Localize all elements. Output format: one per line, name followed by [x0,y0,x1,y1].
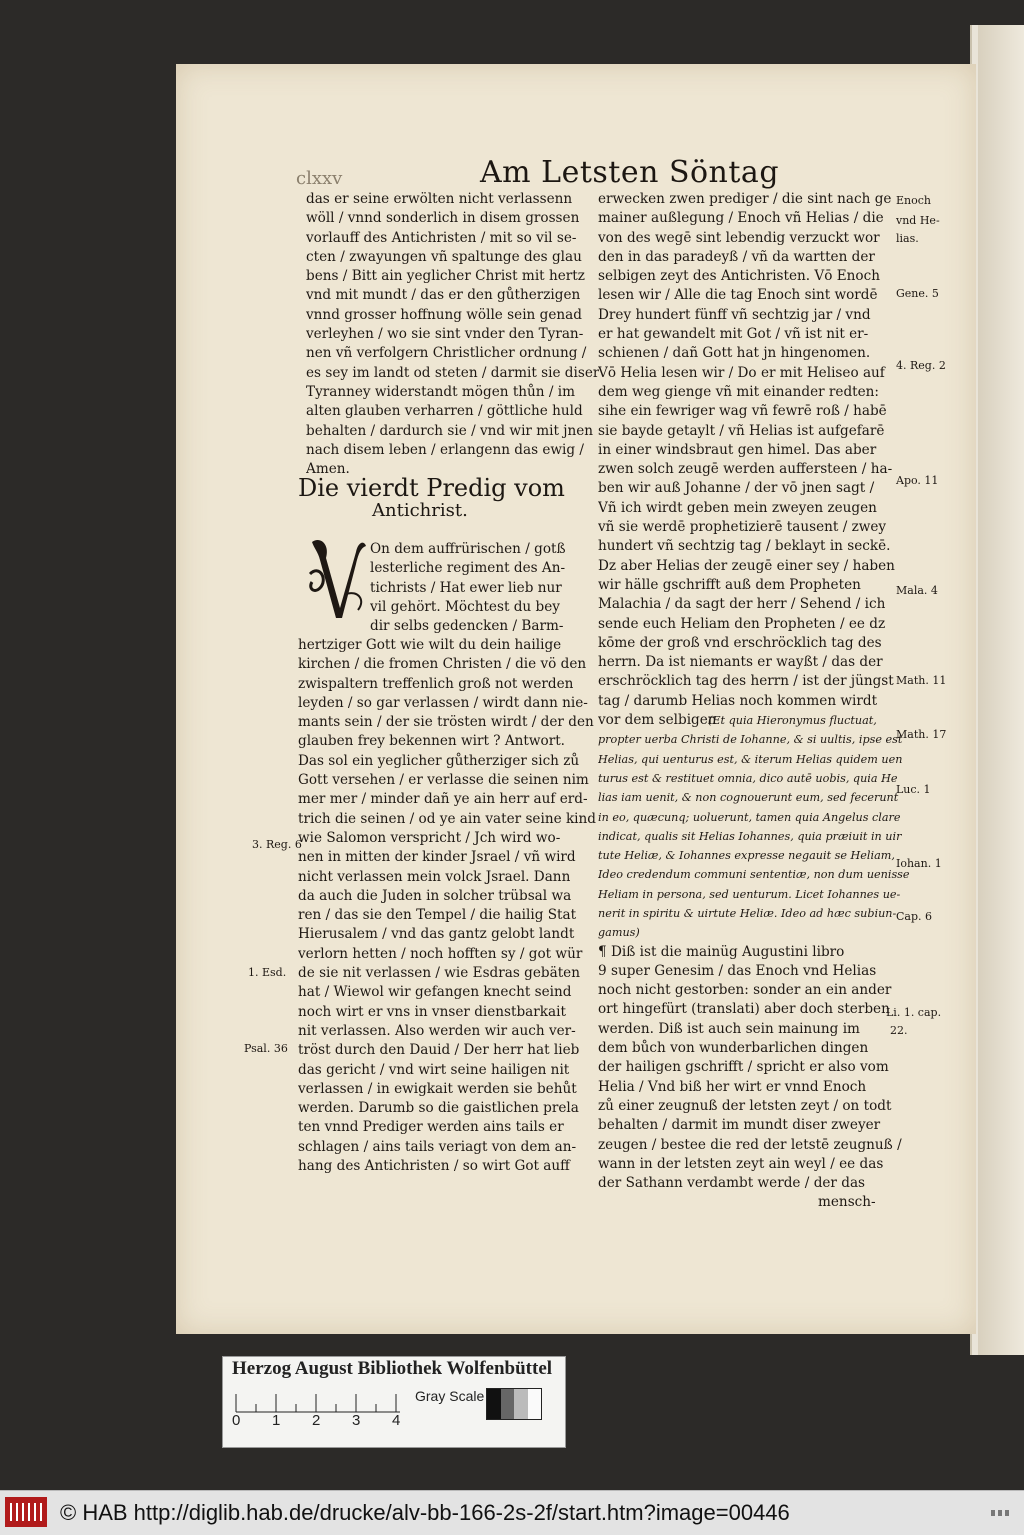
text-line: zů einer zeugnuß der letsten zeyt / on todt [598,1097,892,1114]
text-line: wir hälle gschrifft auß dem Propheten [598,576,861,593]
text-line: glauben frey bekennen wirt ? Antwort. [298,733,565,750]
margin-note: Enoch [896,194,931,207]
text-line: werden. Diß ist auch sein mainung im [598,1020,860,1037]
margin-note: Luc. 1 [896,783,931,796]
hab-logo-icon [5,1497,47,1527]
text-line: ren / das sie den Tempel / die hailig Stat [298,907,577,924]
source-url-link[interactable]: © HAB http://diglib.hab.de/drucke/alv-bb-166-2s-2f/start.htm?image=00446 [60,1500,790,1525]
text-line: nit verlassen. Also werden wir auch ver- [298,1022,576,1039]
text-line: hang des Antichristen / so wirt Got auff [298,1158,570,1175]
text-line: bens / Bitt ain yeglicher Christ mit hertz [306,268,585,285]
text-line: mer mer / minder dañ ye ain herr auf erd- [298,791,588,808]
text-line: nen in mitten der kinder Jsrael / vñ wird [298,849,576,866]
text-line: Gott versehen / er verlasse die seinen nim [298,772,589,789]
text-line: verleyhen / wo sie sint vnder den Tyran- [306,326,584,343]
text-line: hundert vñ sechtzig tag / beklayt in seckē. [598,538,891,555]
left-column-top [306,190,599,479]
latin-line: nerit in spiritu & uirtute Heliæ. Ideo ad hæc subiun- [598,906,897,920]
latin-line: gamus) [598,926,640,940]
text-line: mensch- [818,1194,876,1211]
latin-line: tute Heliæ, & Iohannes expresse negauit se Heliam, [598,849,895,863]
text-line: vil gehört. Möchtest du bey [370,598,560,615]
ruler-number: 4 [392,1412,401,1429]
text-line: erschröcklich tag des herrn / ist der jüngst [598,673,894,690]
gray-scale-swatches [486,1388,542,1420]
text-line: cten / zwayungen vñ spaltunge des glau [306,248,582,265]
text-line: Helia / Vnd biß her wirt er vnnd Enoch [598,1078,867,1095]
text-line: sie bayde getaylt / vñ Helias ist aufgefarē [598,422,885,439]
text-line: ten vnnd Prediger werden ains tails er [298,1119,564,1136]
decorated-initial-v [306,534,368,622]
margin-note-left: Psal. 36 [244,1042,288,1055]
text-line: ort hingefürt (translati) aber doch sterben [598,1001,890,1018]
latin-line: (Et quia Hieronymus fluctuat, [708,714,877,727]
text-line: mainer außlegung / Enoch vñ Helias / die [598,210,884,227]
text-line: das er seine erwölten nicht verlassenn [306,191,573,207]
text-line: ben wir auß Johanne / der vō jnen sagt / [598,480,875,497]
text-line: schienen / dañ Gott hat jn hingenomen. [598,345,871,362]
ruler-number: 0 [232,1412,241,1429]
text-line: behalten / darmit im mundt diser zweyer [598,1117,881,1134]
latin-line: Ideo credendum communi sententiæ, non dum uenisse [598,868,910,882]
text-line: der Sathann verdambt werde / der das [598,1175,866,1192]
text-line: Das sol ein yeglicher gůtherziger sich zů [298,752,580,769]
text-line: dem weg gienge vñ mit einander redten: [598,383,880,400]
text-line: lesen wir / Alle die tag Enoch sint wordē [598,287,878,304]
text-line: sende euch Heliam den Propheten / ee dz [598,615,886,632]
ruler-number: 3 [352,1412,361,1429]
text-line: 9 super Genesim / das Enoch vnd Helias [598,962,877,979]
text-line: de sie nit verlassen / wie Esdras gebäten [298,965,580,982]
text-line: in einer windsbraut gen himel. Das aber [598,441,877,458]
text-line: Tyranney widerstandt mögen thůn / im [306,383,576,400]
text-line: lesterliche regiment des An- [370,560,566,577]
margin-note: Cap. 6 [896,910,933,923]
latin-line: Helias, qui uenturus est, & iterum Helias quidem uen [598,752,903,766]
sermon-title-line2: Antichrist. [372,500,468,521]
text-line: Vñ ich wirdt geben mein zweyen zeugen [598,499,877,516]
margin-note: Apo. 11 [896,474,939,487]
text-line: noch wirt er vns in vnser dienstbarkait [298,1003,566,1020]
text-line: nen vñ verfolgern Christlicher ordnung / [306,345,587,362]
text-line: zwispaltern treffenlich groß not werden [298,675,574,692]
text-line: Amen. [306,461,350,478]
left-column-body [298,636,596,1176]
latin-line: indicat, qualis sit Helias Iohannes, quia præiuit in uir [598,829,902,843]
margin-note: Gene. 5 [896,287,939,300]
text-line: selbigen zeyt des Antichristen. Vō Enoch [598,268,880,285]
text-line: alten glauben verharren / göttliche huld [306,403,583,420]
text-line: nicht verlassen mein volck Jsrael. Dann [298,868,571,885]
text-line: werden. Darumb so die gaistlichen prela [298,1100,579,1117]
text-line: das gericht / vnd wirt seine hailigen nit [298,1061,570,1078]
text-line: Malachia / da sagt der herr / Sehend / ich [598,596,886,613]
text-line: herrn. Da ist niemants er wayßt / das der [598,654,883,671]
text-line: schlagen / ains tails veriagt von dem an- [298,1138,577,1155]
text-line: verlorn hetten / noch hofften sy / got wür [298,945,583,962]
ruler-scale [228,1384,408,1414]
text-line: Vō Helia lesen wir / Do er mit Heliseo auf [598,364,885,381]
margin-note: Mala. 4 [896,584,938,597]
text-line: sihe ein fewriger wag vñ fewrē roß / habē [598,403,887,420]
sermon-title: Die vierdt Predig vom [298,474,565,502]
latin-line: turus est & restituet omnia, dico autē uobis, quia He [598,771,898,785]
text-line: On dem auffrürischen / gotß [370,541,566,557]
ruler-number: 2 [312,1412,321,1429]
text-line: tag / darumb Helias noch kommen wirdt [598,692,878,709]
text-line: tichrists / Hat ewer lieb nur [370,579,562,596]
text-line: behalten / dardurch sie / vnd wir mit jnen [306,422,594,439]
text-line: da auch die Juden in solcher trübsal wa [298,887,572,904]
text-line: vor dem selbigen [598,712,717,729]
text-line: dir selbs gedencken / Barm- [370,618,564,635]
text-line: den in das paradeyß / vñ da wartten der [598,248,875,265]
text-line: zeugen / bestee die red der letstē zeugnuß / [598,1136,902,1153]
text-line: dem bůch von wunderbarlichen dingen [598,1040,869,1057]
latin-line: lias iam uenit, & non cognouerunt eum, sed fecerunt [598,791,899,805]
margin-note: 22. [890,1024,908,1037]
text-line: leyden / so gar verlassen / wirdt dann nie- [298,694,588,711]
text-line: verlassen / in ewigkait werden sie behůt [298,1080,577,1097]
text-line: er hat gewandelt mit Got / vñ ist nit er- [598,326,869,343]
left-column-indented [370,540,566,636]
margin-note: 4. Reg. 2 [896,359,946,372]
ruler-numbers [232,1412,432,1429]
text-line: kōme der groß vnd erschröcklich tag des [598,634,882,651]
latin-line: Heliam in persona, sed uenturum. Licet Iohannes ue- [598,887,901,901]
ruler-number: 1 [272,1412,281,1429]
latin-line: propter uerba Christi de Iohanne, & si uultis, ipse est [598,733,903,747]
text-line: Hierusalem / vnd das gantz gelobt landt [298,926,575,943]
right-column [598,190,910,1213]
text-line: tröst durch den Dauid / Der herr hat lieb [298,1042,580,1059]
margin-note: vnd He- [896,214,940,227]
text-line: mants sein / der sie trösten wirdt / der den [298,714,594,731]
text-line: wie Salomon verspricht / Jch wird wo- [298,829,561,846]
running-title: Am Letsten Söntag [480,155,780,190]
text-line: noch nicht gestorben: sonder an ein ander [598,982,892,999]
text-line: hat / Wiewol wir gefangen knecht seind [298,984,572,1001]
margin-note: Li. 1. cap. [886,1006,942,1019]
navigation-icon[interactable] [990,1508,1012,1518]
margin-note-left: 3. Reg. 6 [252,838,302,851]
facing-page-edge [970,25,1024,1355]
margin-note: Iohan. 1 [896,857,942,870]
text-line: nach disem leben / erlangenn das ewig / [306,441,585,458]
text-line: von des wegē sint lebendig verzuckt wor [598,229,880,246]
latin-line: in eo, quæcunq; uoluerunt, tamen quia Angelus clare [598,810,901,824]
text-line: Dz aber Helias der zeugē einer sey / haben [598,557,895,574]
text-line: zwen solch zeugē werden auffersteen / ha- [598,461,893,478]
text-line: wöll / vnnd sonderlich in disem grossen [306,210,580,227]
text-line: erwecken zwen prediger / die sint nach ge [598,191,892,207]
text-line: es sey im landt od steten / darmit sie diser [306,364,600,381]
margin-note: Math. 17 [896,728,947,741]
text-line: kirchen / die fromen Christen / die vö den [298,656,587,673]
gray-scale-label: Gray Scale [415,1388,485,1404]
margin-note-left: 1. Esd. [248,966,287,979]
text-line: vñ sie werdē prophetizierē tausent / zwey [598,519,887,536]
text-line: Drey hundert fünff vñ sechtzig jar / vnd [598,306,871,323]
text-line: trich die seinen / od ye ain vater seine kind [298,810,596,827]
text-line: vnd mit mundt / das er den gůtherzigen [306,287,581,304]
text-line: vorlauff des Antichristen / mit so vil se- [306,229,577,246]
text-line: der hailigen gschrifft / spricht er also vom [598,1059,889,1076]
library-name: Herzog August Bibliothek Wolfenbüttel [232,1358,553,1379]
margin-note: Math. 11 [896,674,947,687]
text-line: hertziger Gott wie wilt du dein hailige [298,637,562,653]
page-marker: clxxv [296,168,343,189]
text-line: vnnd grosser hoffnung wölle sein genad [306,306,582,323]
margin-note: lias. [896,232,919,245]
text-line: ¶ Diß ist die mainüg Augustini libro [598,943,845,960]
text-line: wann in der letsten zeyt ain weyl / ee das [598,1155,884,1172]
